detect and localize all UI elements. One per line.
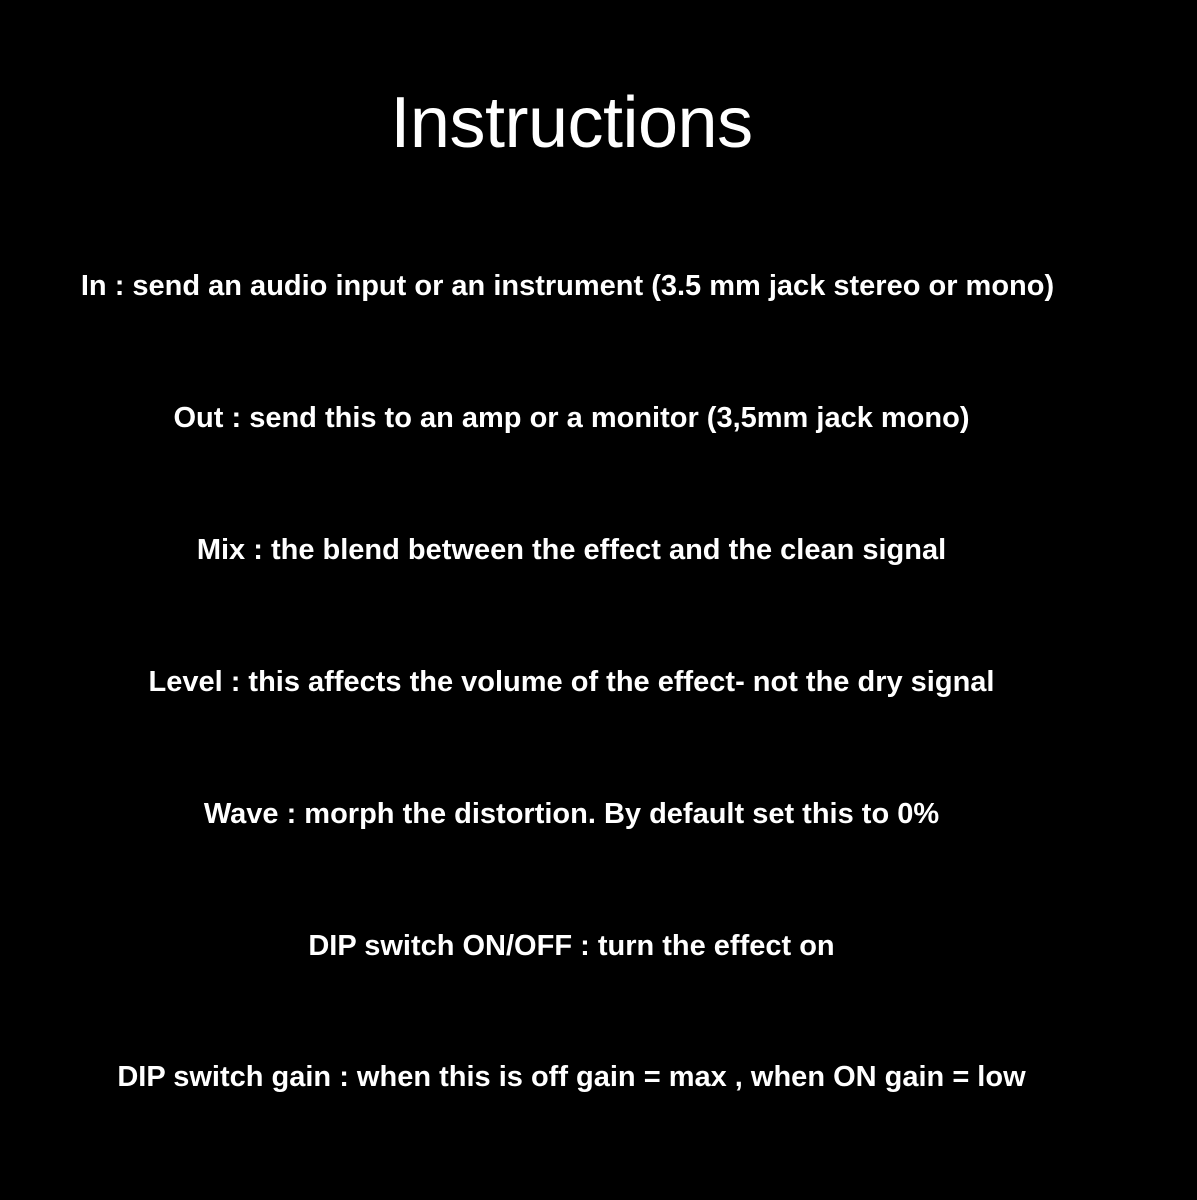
instruction-in: In : send an audio input or an instrument (3.5 mm jack stereo or mono) — [80, 270, 1055, 302]
instruction-out: Out : send this to an amp or a monitor (3,5mm jack mono) — [173, 402, 970, 434]
instruction-wave: Wave : morph the distortion. By default set this to 0% — [203, 798, 940, 830]
instruction-level: Level : this affects the volume of the effect- not the dry signal — [148, 666, 995, 698]
instruction-dip-switch-on-off: DIP switch ON/OFF : turn the effect on — [308, 930, 835, 962]
page-title: Instructions — [390, 83, 753, 163]
instruction-mix: Mix : the blend between the effect and the clean signal — [196, 534, 947, 566]
instruction-dip-switch-gain: DIP switch gain : when this is off gain = max , when ON gain = low — [117, 1061, 1026, 1093]
